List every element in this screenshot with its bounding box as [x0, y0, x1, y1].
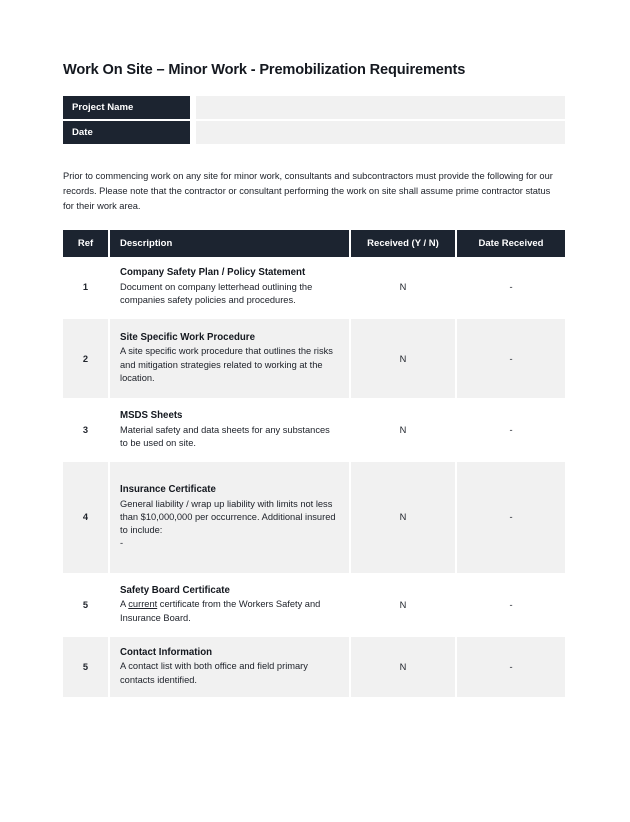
meta-value-date[interactable]	[196, 121, 565, 146]
requirement-title: Contact Information	[120, 646, 213, 658]
requirement-body-suffix: certificate from the Workers Safety and Insurance Board.	[120, 599, 321, 623]
requirement-body: Material safety and data sheets for any substances to be used on site.	[120, 424, 330, 448]
table-row	[63, 575, 565, 637]
meta-row-project-name	[63, 96, 565, 121]
table-row	[63, 257, 565, 319]
table-row	[63, 462, 565, 575]
requirement-body: A site specific work procedure that outlines the risks and mitigation strategies related to working at the location.	[120, 346, 333, 383]
requirement-title: Site Specific Work Procedure	[120, 331, 255, 343]
cell-received[interactable]: N	[351, 575, 457, 637]
requirements-table	[63, 230, 565, 699]
cell-date-received[interactable]: -	[457, 400, 565, 462]
table-row	[63, 400, 565, 462]
requirement-body: General liability / wrap up liability with limits not less than $10,000,000 per occurrence. Additional insured to include:	[120, 498, 336, 536]
cell-ref: 1	[63, 257, 110, 319]
cell-ref: 3	[63, 400, 110, 462]
table-row	[63, 319, 565, 400]
column-header-date-received: Date Received	[457, 230, 565, 257]
requirement-body-emphasis: current	[128, 599, 158, 610]
cell-ref: 5	[63, 575, 110, 637]
requirement-title: Safety Board Certificate	[120, 584, 230, 596]
requirement-body	[120, 598, 337, 624]
requirement-body-prefix: A	[120, 599, 129, 610]
cell-description	[110, 462, 351, 575]
cell-description	[110, 637, 351, 699]
meta-label-project-name: Project Name	[63, 96, 190, 121]
requirement-body: Document on company letterhead outlining the companies safety policies and procedures.	[120, 281, 313, 305]
cell-description	[110, 575, 351, 637]
project-meta-table	[63, 96, 565, 146]
requirement-body-sub: -	[120, 538, 124, 549]
requirement-body: A contact list with both office and field primary contacts identified.	[120, 661, 308, 685]
requirement-title: Company Safety Plan / Policy Statement	[120, 267, 306, 279]
page-title: Work On Site – Minor Work - Premobilization Requirements	[63, 62, 466, 78]
requirement-title: MSDS Sheets	[120, 410, 183, 422]
cell-received[interactable]: N	[351, 637, 457, 699]
cell-received[interactable]: N	[351, 462, 457, 575]
meta-row-date	[63, 121, 565, 146]
cell-date-received[interactable]: -	[457, 319, 565, 400]
table-header-row	[63, 230, 565, 257]
cell-ref: 4	[63, 462, 110, 575]
intro-paragraph: Prior to commencing work on any site for minor work, consultants and subcontractors must provide the following for our records. Please note that the contractor or consultant performing the work on site shall assume prime contractor status for their work area.	[63, 170, 553, 211]
cell-date-received[interactable]: -	[457, 637, 565, 699]
column-header-received: Received (Y / N)	[351, 230, 457, 257]
cell-description	[110, 319, 351, 400]
document-sheet	[63, 62, 565, 699]
cell-ref: 5	[63, 637, 110, 699]
cell-date-received[interactable]: -	[457, 462, 565, 575]
cell-ref: 2	[63, 319, 110, 400]
cell-date-received[interactable]: -	[457, 257, 565, 319]
cell-description	[110, 400, 351, 462]
cell-received[interactable]: N	[351, 257, 457, 319]
meta-value-project-name[interactable]	[196, 96, 565, 121]
cell-description	[110, 257, 351, 319]
table-row	[63, 637, 565, 699]
cell-date-received[interactable]: -	[457, 575, 565, 637]
column-header-ref: Ref	[63, 230, 110, 257]
column-header-description: Description	[110, 230, 351, 257]
requirement-title: Insurance Certificate	[120, 484, 216, 496]
meta-label-date: Date	[63, 121, 190, 146]
cell-received[interactable]: N	[351, 400, 457, 462]
cell-received[interactable]: N	[351, 319, 457, 400]
